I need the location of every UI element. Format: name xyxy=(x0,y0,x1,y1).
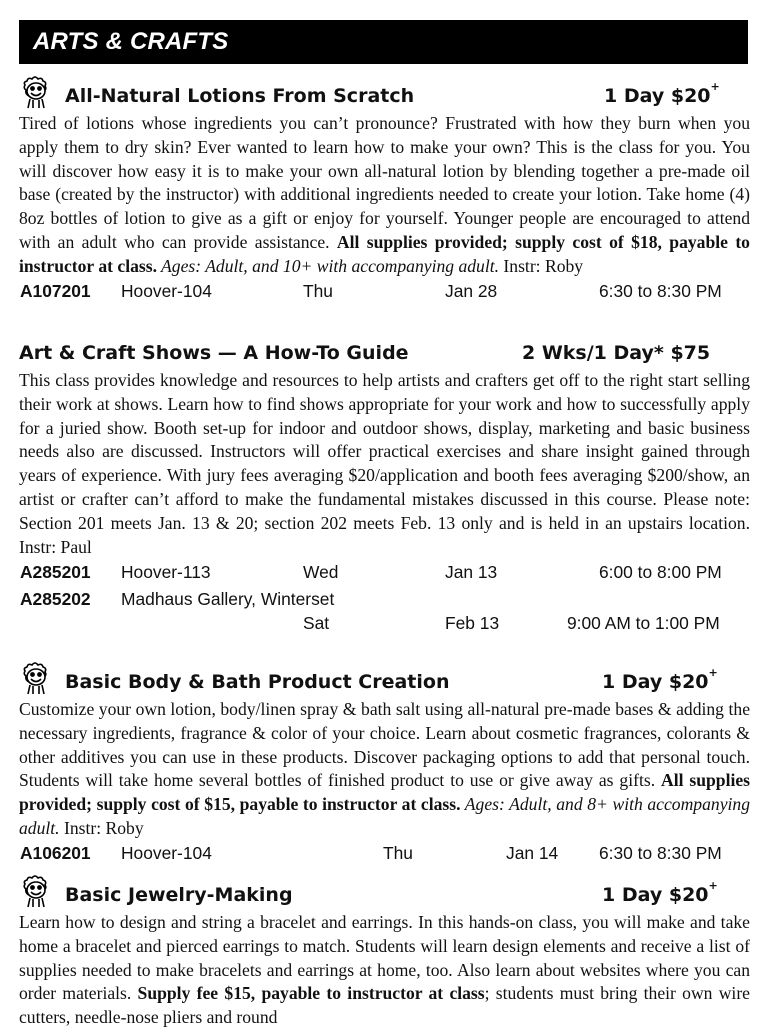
session-day: Sat xyxy=(303,613,330,634)
course-title: Basic Jewelry-Making xyxy=(65,884,293,906)
smiley-craft-icon xyxy=(20,74,52,110)
session-time: 6:30 to 8:30 PM xyxy=(599,280,722,301)
section-code: A107201 xyxy=(20,280,91,301)
course-header xyxy=(19,337,750,369)
section-code: A285201 xyxy=(20,562,91,583)
course-description: Tired of lotions whose ingredients you can’t pronounce? Frustrated with how they burn when you apply them to dry skin? Ever wanted to learn how to make your own? This is the class for you. You will discover how easy it is to make your own all-natural lotion by blending together a pre-made oil base (created by the instructor) with additional ingredients needed to create your lotion. Take home (4) 8oz bottles of lotion to give as a gift or enjoy for yourself. Younger people are encouraged to attend with an adult who can provide assistance. All supplies provided; supply cost of $18, payable to instructor at class. Ages: Adult, and 10+ with accompanying adult. Instr: Roby xyxy=(19,113,750,276)
smiley-craft-icon xyxy=(20,873,52,909)
course-price: 1 Day $20+ xyxy=(602,879,718,906)
session-day: Thu xyxy=(303,280,333,301)
course-jewelry xyxy=(19,879,750,1030)
course-price: 2 Wks/1 Day* $75 xyxy=(522,342,711,364)
course-craft-shows xyxy=(19,337,750,635)
course-title: Basic Body & Bath Product Creation xyxy=(65,671,450,693)
course-header xyxy=(19,666,750,698)
course-description: This class provides knowledge and resources to help artists and crafters get off to the right start selling their work at shows. Learn how to find shows appropriate for your work and how to successfully apply for a juried show. Booth set-up for indoor and outdoor shows, display, marketing and basic business needs also are discussed. Instructors will offer practical exercises and share insight gained through years of experience. With jury fees averaging $20/application and booth fees averaging $200/show, an artist or crafter can’t afford to make the fundamental mistakes discussed in this course. Please note: Section 201 meets Jan. 13 & 20; section 202 meets Feb. 13 only and is held in an upstairs location. Instr: Paul xyxy=(19,370,750,557)
session-time: 9:00 AM to 1:00 PM xyxy=(567,613,720,634)
course-title: All-Natural Lotions From Scratch xyxy=(65,85,415,107)
course-header xyxy=(19,879,750,911)
session-day: Wed xyxy=(303,562,339,583)
course-lotions xyxy=(19,80,750,303)
session-row xyxy=(19,279,750,303)
course-title: Art & Craft Shows — A How-To Guide xyxy=(19,342,409,364)
session-row xyxy=(19,611,750,635)
session-row xyxy=(19,587,750,611)
section-code: A106201 xyxy=(20,842,91,863)
session-location: Hoover-104 xyxy=(121,280,212,301)
section-header: ARTS & CRAFTS xyxy=(19,20,748,64)
session-location: Madhaus Gallery, Winterset xyxy=(121,589,335,610)
course-description: Customize your own lotion, body/linen spray & bath salt using all-natural pre-made bases & adding the necessary ingredients, fragrance & color of your choice. Learn about cosmetic fragrances, colorants & other additives you can use in these products. Discover packaging options to add that personal touch. Students will take home several bottles of finished product to use or give away as gifts. All supplies provided; supply cost of $15, payable to instructor at class. Ages: Adult, and 8+ with accompanying adult. Instr: Roby xyxy=(19,699,751,838)
session-row xyxy=(19,560,750,584)
course-description: Learn how to design and string a bracelet and earrings. In this hands-on class, you will make and take home a bracelet and pierced earrings to match. Students will learn design elements and receive a list of supplies needed to make bracelets and earrings at home, too. Also learn about websites where you can order materials. Supply fee $15, payable to instructor at class; students must bring their own wire cutters, needle-nose pliers and round xyxy=(19,912,750,1028)
session-day: Thu xyxy=(383,842,413,863)
session-date: Feb 13 xyxy=(445,613,500,634)
course-price: 1 Day $20+ xyxy=(604,80,720,107)
course-price: 1 Day $20+ xyxy=(602,666,718,693)
session-time: 6:30 to 8:30 PM xyxy=(599,842,722,863)
section-code: A285202 xyxy=(20,589,91,610)
smiley-craft-icon xyxy=(20,660,52,696)
session-location: Hoover-104 xyxy=(121,842,212,863)
session-date: Jan 28 xyxy=(445,280,498,301)
course-body-bath xyxy=(19,666,750,865)
session-date: Jan 13 xyxy=(445,562,498,583)
session-row xyxy=(19,841,750,865)
session-date: Jan 14 xyxy=(506,842,559,863)
session-location: Hoover-113 xyxy=(121,562,211,583)
session-time: 6:00 to 8:00 PM xyxy=(599,562,722,583)
course-header xyxy=(19,80,750,112)
